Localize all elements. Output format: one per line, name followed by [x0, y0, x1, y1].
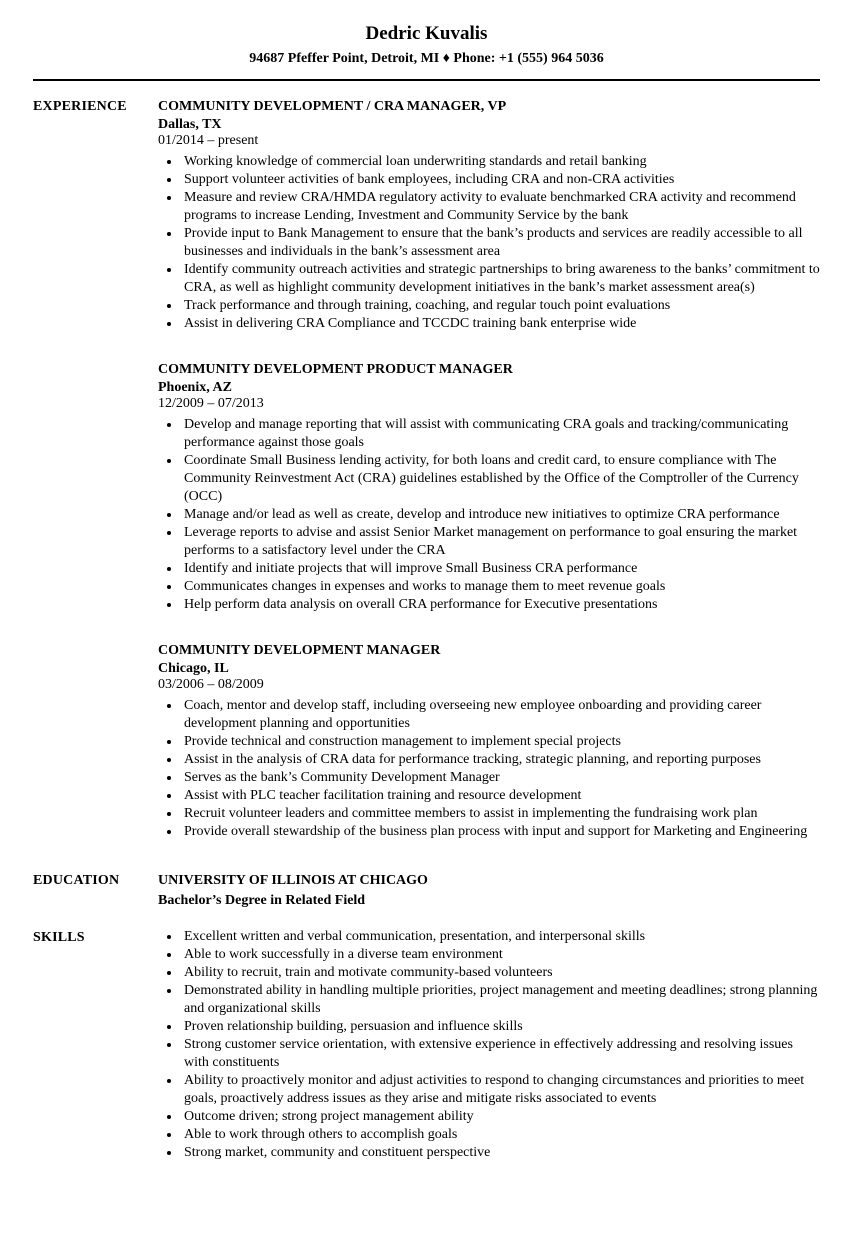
bullet-item: • Excellent written and verbal communication, presentation, and interpersonal skills — [181, 928, 820, 946]
bullet-item: • Able to work successfully in a diverse team environment — [181, 946, 820, 964]
contact-line: 94687 Pfeffer Point, Detroit, MI ♦ Phone: +1 (555) 964 5036 — [249, 51, 604, 66]
bullet-item: • Ability to proactively monitor and adjust activities to respond to changing circumstances and priorities to meet goals, proactively address issues as they arise and mitigate risks associated to events — [181, 1072, 820, 1108]
bullet-item: • Provide technical and construction management to implement special projects — [181, 733, 820, 751]
bullet-item: • Support volunteer activities of bank employees, including CRA and non-CRA activities — [181, 171, 820, 189]
resume-body — [33, 97, 820, 1162]
bullet-item: • Ability to recruit, train and motivate community-based volunteers — [181, 964, 820, 982]
bullet-item: • Strong customer service orientation, with extensive experience in effectively addressing and resolving issues with constituents — [181, 1036, 820, 1072]
degree-name: Bachelor’s Degree in Related Field — [158, 893, 366, 908]
job-title: COMMUNITY DEVELOPMENT / CRA MANAGER, VP — [158, 99, 507, 114]
experience-section — [33, 97, 820, 841]
bullet-item: • Working knowledge of commercial loan underwriting standards and retail banking — [181, 153, 820, 171]
job-bullets — [158, 697, 820, 841]
experience-jobs — [158, 97, 820, 841]
job-dates: 01/2014 – present — [158, 133, 259, 148]
job-entry — [158, 360, 820, 614]
job-title: COMMUNITY DEVELOPMENT MANAGER — [158, 643, 441, 658]
bullet-item: • Demonstrated ability in handling multiple priorities, project management and meeting deadlines; strong planning and organizational skills — [181, 982, 820, 1018]
job-entry — [158, 97, 820, 333]
section-label-education: EDUCATION — [33, 873, 120, 888]
job-location: Phoenix, AZ — [158, 380, 232, 395]
job-title: COMMUNITY DEVELOPMENT PRODUCT MANAGER — [158, 362, 513, 377]
bullet-item: • Coordinate Small Business lending activity, for both loans and credit card, to ensure compliance with The Community Reinvestment Act (CRA) guidelines established by the Office of the Comptroller of the Currency (OCC) — [181, 452, 820, 506]
section-label-skills: SKILLS — [33, 930, 85, 945]
job-location: Chicago, IL — [158, 661, 229, 676]
bullet-item: • Proven relationship building, persuasion and influence skills — [181, 1018, 820, 1036]
bullet-item: • Communicates changes in expenses and works to manage them to meet revenue goals — [181, 578, 820, 596]
bullet-item: • Identify and initiate projects that will improve Small Business CRA performance — [181, 560, 820, 578]
resume-header — [33, 22, 820, 81]
skills-list — [158, 928, 820, 1162]
bullet-item: • Develop and manage reporting that will assist with communicating CRA goals and tracking/communicating performance against those goals — [181, 416, 820, 452]
bullet-item: • Measure and review CRA/HMDA regulatory activity to evaluate benchmarked CRA activity and recommend programs to increase Lending, Investment and Community Service by the bank — [181, 189, 820, 225]
bullet-item: • Assist in delivering CRA Compliance and TCCDC training bank enterprise wide — [181, 315, 820, 333]
skills-section — [33, 928, 820, 1162]
bullet-item: • Recruit volunteer leaders and committee members to assist in implementing the fundraising work plan — [181, 805, 820, 823]
bullet-item: • Assist with PLC teacher facilitation training and resource development — [181, 787, 820, 805]
bullet-item: • Identify community outreach activities and strategic partnerships to bring awareness to the banks’ commitment to CRA, as well as highlight community development initiatives in the bank’s market assessment area(s) — [181, 261, 820, 297]
section-label-experience: EXPERIENCE — [33, 99, 127, 114]
job-location: Dallas, TX — [158, 117, 222, 132]
bullet-item: • Provide overall stewardship of the business plan process with input and support for Marketing and Engineering — [181, 823, 820, 841]
job-dates: 03/2006 – 08/2009 — [158, 677, 264, 692]
bullet-item: • Provide input to Bank Management to ensure that the bank’s products and services are readily accessible to all businesses and individuals in the bank’s assessment area — [181, 225, 820, 261]
bullet-item: • Serves as the bank’s Community Development Manager — [181, 769, 820, 787]
education-section — [33, 871, 820, 911]
skills-content — [158, 928, 820, 1162]
header-divider — [33, 79, 820, 81]
bullet-item: • Leverage reports to advise and assist Senior Market management on performance to goal ensuring the market performs to a satisfactory level under the CRA — [181, 524, 820, 560]
job-bullets — [158, 153, 820, 333]
bullet-item: • Manage and/or lead as well as create, develop and introduce new initiatives to optimize CRA performance — [181, 506, 820, 524]
education-content — [158, 871, 820, 911]
person-name: Dedric Kuvalis — [365, 23, 488, 44]
bullet-item: • Able to work through others to accomplish goals — [181, 1126, 820, 1144]
bullet-item: • Strong market, community and constituent perspective — [181, 1144, 820, 1162]
job-entry — [158, 641, 820, 841]
bullet-item: • Outcome driven; strong project management ability — [181, 1108, 820, 1126]
job-dates: 12/2009 – 07/2013 — [158, 396, 264, 411]
job-bullets — [158, 416, 820, 614]
bullet-item: • Help perform data analysis on overall CRA performance for Executive presentations — [181, 596, 820, 614]
school-name: UNIVERSITY OF ILLINOIS AT CHICAGO — [158, 873, 428, 888]
bullet-item: • Assist in the analysis of CRA data for performance tracking, strategic planning, and reporting purposes — [181, 751, 820, 769]
bullet-item: • Track performance and through training, coaching, and regular touch point evaluations — [181, 297, 820, 315]
bullet-item: • Coach, mentor and develop staff, including overseeing new employee onboarding and providing career development planning and opportunities — [181, 697, 820, 733]
